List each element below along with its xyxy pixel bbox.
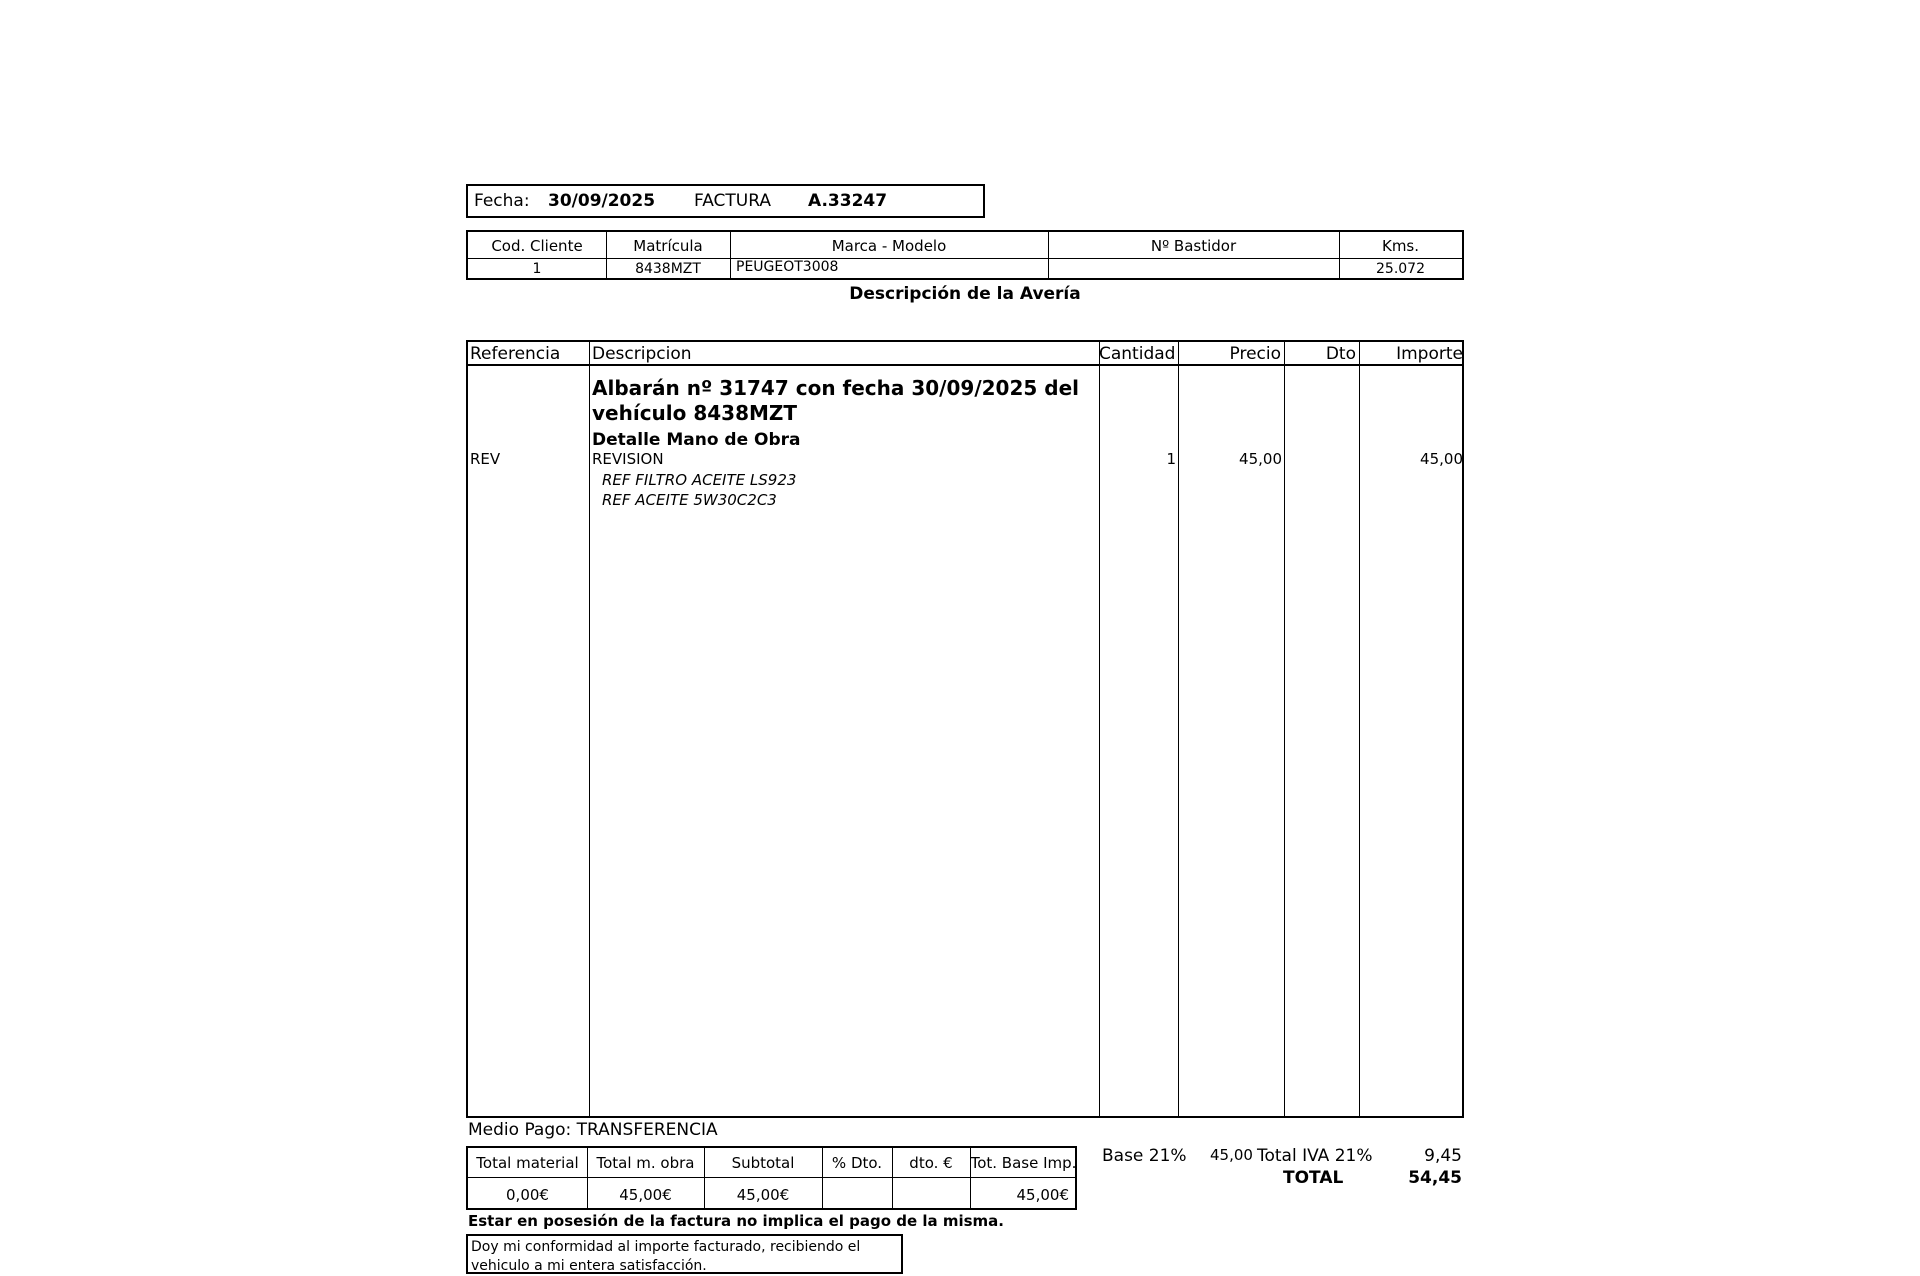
totals-header-base-imp: Tot. Base Imp. [970,1154,1077,1172]
item-note-2: REF ACEITE 5W30C2C3 [602,491,777,509]
vehicle-table [466,230,1464,280]
base-label: Base 21% [1102,1146,1187,1166]
vehicle-matricula: 8438MZT [635,261,701,277]
factura-label: FACTURA [694,191,771,211]
totals-header-mano-obra: Total m. obra [596,1154,695,1172]
vehicle-header-kms: Kms. [1381,237,1420,255]
vehicle-header-bastidor: Nº Bastidor [1150,237,1237,255]
factura-number: A.33247 [808,191,888,211]
base-value: 45,00 [1210,1146,1253,1164]
item-cantidad: 1 [1166,450,1176,468]
totals-mano-obra: 45,00€ [619,1186,672,1204]
totals-header-dto-eur: dto. € [909,1154,953,1172]
iva-label: Total IVA 21% [1257,1146,1373,1166]
vehicle-header-cod-cliente: Cod. Cliente [491,237,583,255]
items-header-cantidad: Cantidad [1099,344,1176,364]
total-value: 54,45 [1408,1168,1462,1188]
items-header-referencia: Referencia [470,344,561,364]
fecha-label: Fecha: [474,191,530,211]
total-label: TOTAL [1283,1168,1344,1188]
totals-header-pct-dto: % Dto. [831,1154,883,1172]
section-title: Detalle Mano de Obra [592,430,801,450]
totals-header-subtotal: Subtotal [731,1154,795,1172]
item-note-1: REF FILTRO ACEITE LS923 [602,471,797,489]
albaran-heading [592,376,1079,426]
totals-base-imp: 45,00€ [1016,1186,1069,1204]
conformidad-box [466,1234,903,1274]
invoice-header [466,184,985,218]
item-importe: 45,00 [1420,450,1463,468]
item-notes [602,470,796,510]
vehicle-marca-modelo: PEUGEOT3008 [736,259,839,275]
totals-subtotal: 45,00€ [736,1186,790,1204]
item-desc: REVISION [592,450,664,468]
totals-material: 0,00€ [506,1186,549,1204]
disclaimer: Estar en posesión de la factura no implica el pago de la misma. [468,1212,1004,1230]
item-precio: 45,00 [1239,450,1282,468]
items-header-importe: Importe [1396,344,1463,364]
totals-header-material: Total material [476,1154,579,1172]
vehicle-kms: 25.072 [1376,261,1425,277]
conformidad-line-1: Doy mi conformidad al importe facturado, recibiendo el [471,1239,861,1255]
albaran-line-2: vehículo 8438MZT [592,401,798,425]
iva-value: 9,45 [1424,1146,1462,1166]
fecha-value: 30/09/2025 [548,191,656,211]
item-ref: REV [470,450,501,468]
medio-pago: Medio Pago: TRANSFERENCIA [468,1120,718,1140]
items-header-descripcion: Descripcion [592,344,692,364]
totals-table [466,1146,1077,1210]
items-header-precio: Precio [1229,344,1281,364]
vehicle-header-matricula: Matrícula [633,237,703,255]
vehicle-cod-cliente: 1 [532,261,542,277]
conformidad-line-2: vehiculo a mi entera satisfacción. [471,1258,707,1274]
items-header-dto: Dto [1325,344,1356,364]
albaran-line-1: Albarán nº 31747 con fecha 30/09/2025 del [592,376,1079,400]
averia-title: Descripción de la Avería [849,284,1081,304]
vehicle-header-marca-modelo: Marca - Modelo [831,237,947,255]
items-table [466,340,1464,1118]
